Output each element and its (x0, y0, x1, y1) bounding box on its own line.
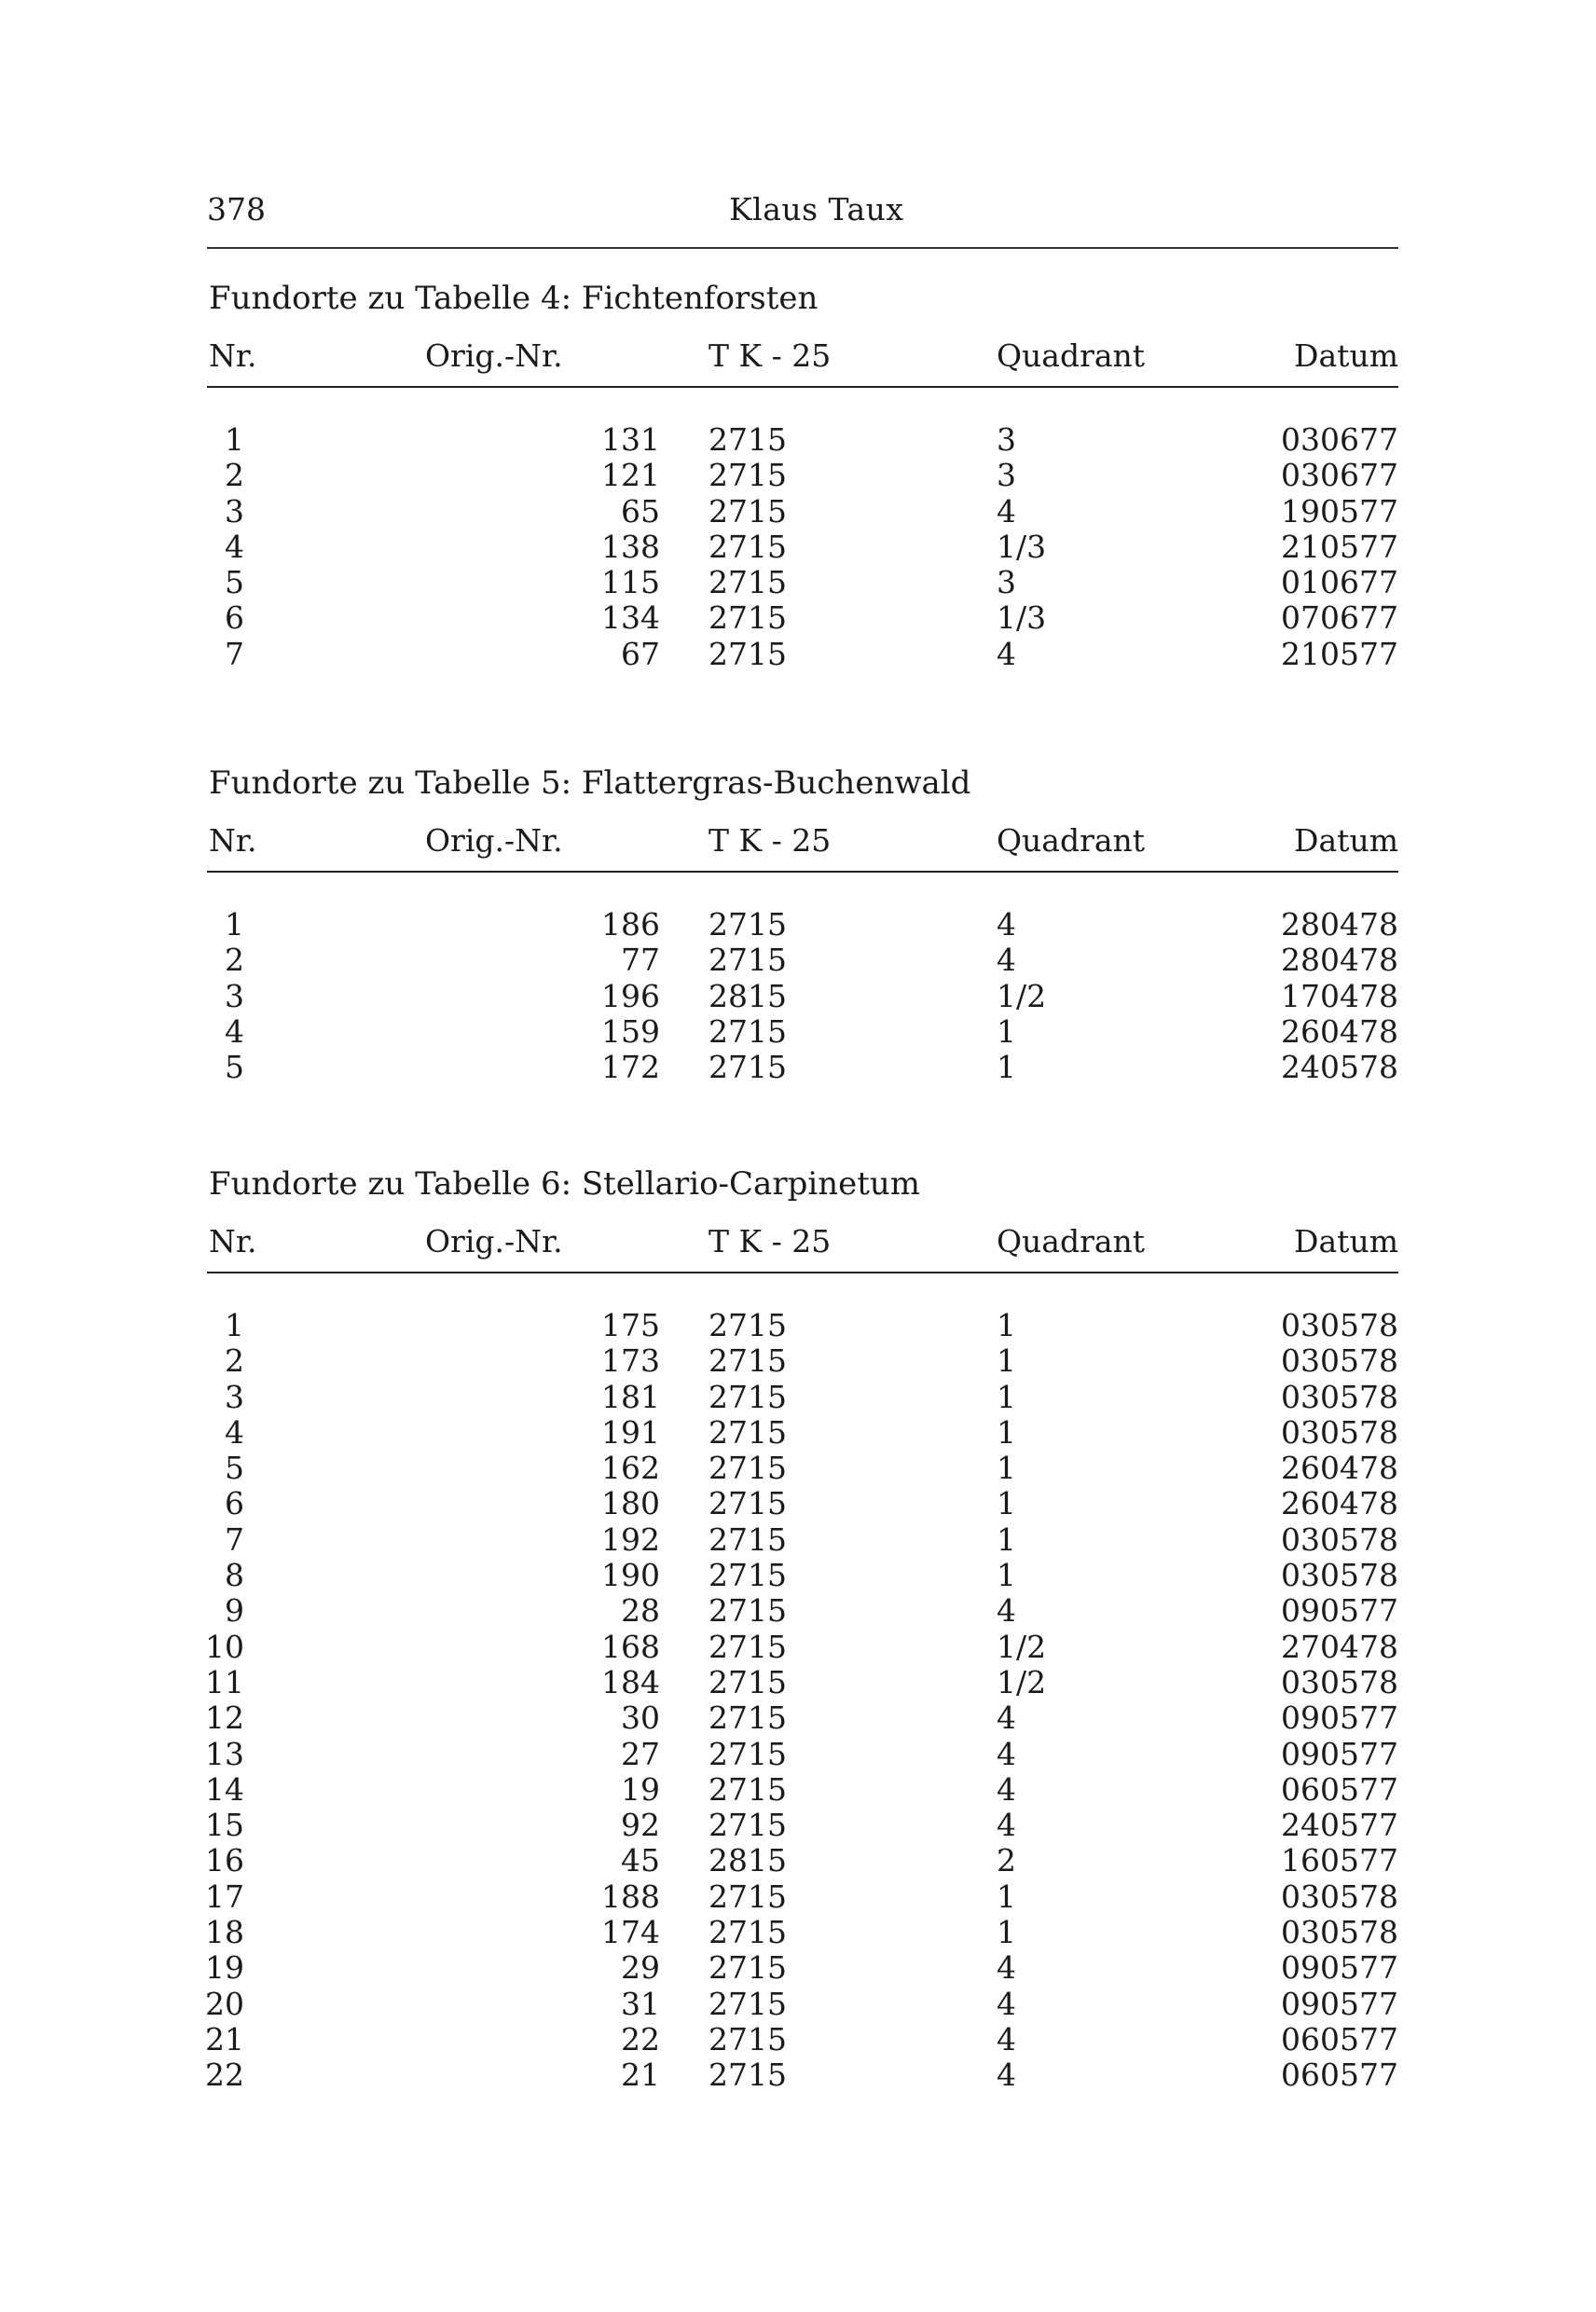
cell-nr: 13 (205, 1735, 244, 1772)
table-row (203, 1379, 1398, 1414)
cell-quadrant: 1 (997, 1450, 1016, 1487)
table-row (203, 1450, 1398, 1485)
cell-orig-nr: 196 (601, 977, 660, 1014)
cell-nr: 1 (225, 906, 244, 943)
cell-quadrant: 3 (997, 457, 1016, 494)
cell-tk-25: 2715 (709, 1521, 787, 1558)
cell-datum: 030578 (1281, 1878, 1398, 1915)
cell-nr: 6 (225, 1485, 244, 1522)
cell-nr: 7 (225, 1521, 244, 1558)
cell-nr: 2 (225, 457, 244, 494)
cell-quadrant: 2 (997, 1842, 1016, 1879)
cell-quadrant: 1 (997, 1049, 1016, 1086)
table-row (203, 1592, 1398, 1628)
cell-orig-nr: 67 (621, 635, 660, 672)
table-body (203, 1307, 1398, 2093)
cell-orig-nr: 31 (621, 1985, 660, 2022)
cell-nr: 4 (225, 1012, 244, 1050)
cell-tk-25: 2715 (709, 457, 787, 494)
cell-nr: 4 (225, 528, 244, 565)
cell-quadrant: 3 (997, 421, 1016, 458)
cell-quadrant: 4 (997, 906, 1016, 943)
column-header-datum: Datum (1294, 1223, 1398, 1259)
table-row (203, 2057, 1398, 2092)
cell-nr: 4 (225, 1413, 244, 1451)
cell-tk-25: 2715 (709, 1378, 787, 1415)
table-row (203, 1664, 1398, 1700)
table-row (203, 1629, 1398, 1664)
column-header-nr: Nr. (209, 822, 257, 859)
cell-datum: 090577 (1281, 1735, 1398, 1772)
cell-tk-25: 2715 (709, 564, 787, 601)
cell-tk-25: 2715 (709, 599, 787, 637)
cell-quadrant: 1 (997, 1557, 1016, 1594)
cell-datum: 280478 (1281, 942, 1398, 979)
cell-orig-nr: 21 (621, 2057, 660, 2094)
cell-orig-nr: 77 (621, 942, 660, 979)
cell-quadrant: 1 (997, 1914, 1016, 1951)
cell-datum: 030578 (1281, 1557, 1398, 1594)
cell-datum: 170478 (1281, 977, 1398, 1014)
table-row (203, 2021, 1398, 2057)
cell-nr: 19 (205, 1949, 244, 1987)
cell-orig-nr: 192 (601, 1521, 660, 1558)
cell-tk-25: 2715 (709, 906, 787, 943)
table-section-5 (203, 764, 1398, 1100)
cell-quadrant: 1 (997, 1307, 1016, 1343)
cell-tk-25: 2715 (709, 1450, 787, 1487)
cell-orig-nr: 168 (601, 1628, 660, 1665)
cell-quadrant: 1/2 (997, 1628, 1047, 1665)
section-title: Fundorte zu Tabelle 5: Flattergras-Buchenwald (209, 764, 971, 802)
table-row (203, 1986, 1398, 2021)
cell-quadrant: 4 (997, 1592, 1016, 1630)
table-row (203, 1878, 1398, 1914)
cell-quadrant: 1 (997, 1378, 1016, 1415)
column-header-nr: Nr. (209, 337, 257, 374)
cell-datum: 090577 (1281, 1700, 1398, 1737)
table-row (203, 1342, 1398, 1378)
cell-tk-25: 2715 (709, 528, 787, 565)
cell-datum: 030578 (1281, 1413, 1398, 1451)
cell-nr: 9 (225, 1592, 244, 1630)
cell-orig-nr: 181 (601, 1378, 660, 1415)
cell-datum: 240577 (1281, 1807, 1398, 1844)
header-rule (207, 1272, 1398, 1273)
cell-datum: 030578 (1281, 1914, 1398, 1951)
cell-tk-25: 2715 (709, 1700, 787, 1737)
cell-quadrant: 1 (997, 1342, 1016, 1380)
header-rule (207, 871, 1398, 873)
cell-nr: 3 (225, 1378, 244, 1415)
cell-tk-25: 2715 (709, 1949, 787, 1987)
cell-datum: 030578 (1281, 1342, 1398, 1380)
cell-datum: 060577 (1281, 2057, 1398, 2094)
cell-quadrant: 4 (997, 942, 1016, 979)
cell-nr: 22 (205, 2057, 244, 2094)
cell-nr: 15 (205, 1807, 244, 1844)
table-row (203, 1013, 1398, 1049)
cell-tk-25: 2715 (709, 1628, 787, 1665)
table-row (203, 421, 1398, 457)
table-row (203, 942, 1398, 977)
cell-tk-25: 2715 (709, 1735, 787, 1772)
cell-datum: 030677 (1281, 457, 1398, 494)
table-row (203, 1485, 1398, 1521)
column-header-orig: Orig.-Nr. (425, 337, 563, 374)
cell-orig-nr: 188 (601, 1878, 660, 1915)
table-row (203, 493, 1398, 529)
cell-tk-25: 2715 (709, 1485, 787, 1522)
cell-tk-25: 2815 (709, 977, 787, 1014)
cell-quadrant: 4 (997, 635, 1016, 672)
column-header-tk: T K - 25 (709, 337, 832, 374)
column-header-orig: Orig.-Nr. (425, 1223, 563, 1259)
cell-nr: 5 (225, 564, 244, 601)
cell-nr: 20 (205, 1985, 244, 2022)
table-row (203, 978, 1398, 1013)
cell-tk-25: 2715 (709, 1807, 787, 1844)
table-section-6 (203, 1165, 1398, 2107)
cell-orig-nr: 121 (601, 457, 660, 494)
table-row (203, 1557, 1398, 1592)
cell-nr: 11 (205, 1663, 244, 1700)
cell-tk-25: 2715 (709, 1592, 787, 1630)
cell-quadrant: 1 (997, 1485, 1016, 1522)
cell-tk-25: 2715 (709, 1012, 787, 1050)
cell-nr: 2 (225, 1342, 244, 1380)
section-title: Fundorte zu Tabelle 4: Fichtenforsten (209, 280, 819, 317)
cell-orig-nr: 131 (601, 421, 660, 458)
cell-quadrant: 1/2 (997, 1663, 1047, 1700)
header-rule (207, 386, 1398, 388)
cell-orig-nr: 19 (621, 1770, 660, 1808)
section-title: Fundorte zu Tabelle 6: Stellario-Carpinetum (209, 1165, 921, 1203)
cell-datum: 060577 (1281, 1770, 1398, 1808)
cell-tk-25: 2715 (709, 492, 787, 530)
cell-tk-25: 2715 (709, 1663, 787, 1700)
table-row (203, 1414, 1398, 1450)
cell-tk-25: 2715 (709, 1985, 787, 2022)
cell-datum: 090577 (1281, 1949, 1398, 1987)
cell-datum: 060577 (1281, 2020, 1398, 2057)
cell-tk-25: 2715 (709, 942, 787, 979)
cell-nr: 8 (225, 1557, 244, 1594)
table-row (203, 1307, 1398, 1342)
cell-nr: 3 (225, 977, 244, 1014)
cell-datum: 070677 (1281, 599, 1398, 637)
cell-quadrant: 4 (997, 1700, 1016, 1737)
column-header-quadrant: Quadrant (997, 822, 1146, 859)
table-row (203, 1700, 1398, 1735)
cell-nr: 1 (225, 421, 244, 458)
cell-datum: 030578 (1281, 1307, 1398, 1343)
cell-orig-nr: 45 (621, 1842, 660, 1879)
cell-orig-nr: 191 (601, 1413, 660, 1451)
cell-datum: 260478 (1281, 1450, 1398, 1487)
cell-nr: 7 (225, 635, 244, 672)
cell-quadrant: 4 (997, 1735, 1016, 1772)
cell-orig-nr: 65 (621, 492, 660, 530)
table-row (203, 599, 1398, 635)
cell-nr: 6 (225, 599, 244, 637)
cell-datum: 090577 (1281, 1592, 1398, 1630)
cell-quadrant: 4 (997, 1770, 1016, 1808)
table-row (203, 1736, 1398, 1771)
cell-tk-25: 2715 (709, 1914, 787, 1951)
cell-quadrant: 4 (997, 1949, 1016, 1987)
page-number: 378 (207, 191, 266, 227)
cell-tk-25: 2715 (709, 2020, 787, 2057)
cell-orig-nr: 115 (601, 564, 660, 601)
cell-quadrant: 4 (997, 492, 1016, 530)
cell-datum: 160577 (1281, 1842, 1398, 1879)
cell-orig-nr: 174 (601, 1914, 660, 1951)
table-row (203, 529, 1398, 564)
cell-nr: 21 (205, 2020, 244, 2057)
cell-quadrant: 4 (997, 2020, 1016, 2057)
cell-tk-25: 2715 (709, 1557, 787, 1594)
table-section-4 (203, 280, 1398, 690)
cell-orig-nr: 22 (621, 2020, 660, 2057)
cell-nr: 3 (225, 492, 244, 530)
column-header-quadrant: Quadrant (997, 1223, 1146, 1259)
table-row (203, 1807, 1398, 1842)
cell-datum: 090577 (1281, 1985, 1398, 2022)
cell-tk-25: 2815 (709, 1842, 787, 1879)
cell-quadrant: 1 (997, 1521, 1016, 1558)
cell-orig-nr: 28 (621, 1592, 660, 1630)
table-row (203, 457, 1398, 492)
table-body (203, 421, 1398, 671)
cell-nr: 5 (225, 1049, 244, 1086)
cell-orig-nr: 190 (601, 1557, 660, 1594)
page-header (207, 191, 1398, 249)
cell-orig-nr: 173 (601, 1342, 660, 1380)
cell-orig-nr: 186 (601, 906, 660, 943)
cell-orig-nr: 92 (621, 1807, 660, 1844)
cell-quadrant: 4 (997, 1807, 1016, 1844)
cell-orig-nr: 29 (621, 1949, 660, 1987)
cell-nr: 16 (205, 1842, 244, 1879)
table-row (203, 1049, 1398, 1084)
column-header-quadrant: Quadrant (997, 337, 1146, 374)
cell-tk-25: 2715 (709, 1342, 787, 1380)
cell-orig-nr: 159 (601, 1012, 660, 1050)
column-header-datum: Datum (1294, 822, 1398, 859)
cell-orig-nr: 172 (601, 1049, 660, 1086)
cell-nr: 12 (205, 1700, 244, 1737)
cell-nr: 2 (225, 942, 244, 979)
cell-quadrant: 3 (997, 564, 1016, 601)
table-row (203, 906, 1398, 942)
cell-nr: 10 (205, 1628, 244, 1665)
table-row (203, 1771, 1398, 1807)
table-row (203, 1949, 1398, 1985)
cell-orig-nr: 134 (601, 599, 660, 637)
cell-datum: 190577 (1281, 492, 1398, 530)
column-header-nr: Nr. (209, 1223, 257, 1259)
cell-orig-nr: 180 (601, 1485, 660, 1522)
cell-nr: 5 (225, 1450, 244, 1487)
table-row (203, 1914, 1398, 1949)
table-row (203, 636, 1398, 671)
cell-datum: 280478 (1281, 906, 1398, 943)
cell-tk-25: 2715 (709, 421, 787, 458)
cell-tk-25: 2715 (709, 2057, 787, 2094)
cell-quadrant: 1/3 (997, 599, 1047, 637)
cell-datum: 260478 (1281, 1012, 1398, 1050)
cell-tk-25: 2715 (709, 1770, 787, 1808)
cell-orig-nr: 27 (621, 1735, 660, 1772)
cell-nr: 18 (205, 1914, 244, 1951)
cell-tk-25: 2715 (709, 1878, 787, 1915)
table-row (203, 1842, 1398, 1878)
column-header-datum: Datum (1294, 337, 1398, 374)
cell-orig-nr: 138 (601, 528, 660, 565)
cell-orig-nr: 162 (601, 1450, 660, 1487)
cell-nr: 14 (205, 1770, 244, 1808)
table-row (203, 1521, 1398, 1557)
cell-orig-nr: 184 (601, 1663, 660, 1700)
cell-orig-nr: 30 (621, 1700, 660, 1737)
cell-quadrant: 4 (997, 2057, 1016, 2094)
cell-tk-25: 2715 (709, 1307, 787, 1343)
cell-tk-25: 2715 (709, 1049, 787, 1086)
cell-datum: 030578 (1281, 1663, 1398, 1700)
cell-nr: 1 (225, 1307, 244, 1343)
cell-datum: 210577 (1281, 635, 1398, 672)
cell-orig-nr: 175 (601, 1307, 660, 1343)
cell-nr: 17 (205, 1878, 244, 1915)
cell-tk-25: 2715 (709, 635, 787, 672)
cell-datum: 260478 (1281, 1485, 1398, 1522)
cell-datum: 030578 (1281, 1378, 1398, 1415)
cell-quadrant: 1/3 (997, 528, 1047, 565)
cell-quadrant: 1 (997, 1012, 1016, 1050)
cell-quadrant: 1 (997, 1413, 1016, 1451)
cell-datum: 030578 (1281, 1521, 1398, 1558)
running-head: Klaus Taux (729, 191, 904, 227)
cell-datum: 030677 (1281, 421, 1398, 458)
cell-quadrant: 1 (997, 1878, 1016, 1915)
table-row (203, 564, 1398, 599)
table-body (203, 906, 1398, 1084)
cell-quadrant: 1/2 (997, 977, 1047, 1014)
cell-datum: 010677 (1281, 564, 1398, 601)
column-header-tk: T K - 25 (709, 1223, 832, 1259)
cell-tk-25: 2715 (709, 1413, 787, 1451)
cell-datum: 270478 (1281, 1628, 1398, 1665)
column-header-tk: T K - 25 (709, 822, 832, 859)
cell-quadrant: 4 (997, 1985, 1016, 2022)
cell-datum: 240578 (1281, 1049, 1398, 1086)
cell-datum: 210577 (1281, 528, 1398, 565)
column-header-orig: Orig.-Nr. (425, 822, 563, 859)
